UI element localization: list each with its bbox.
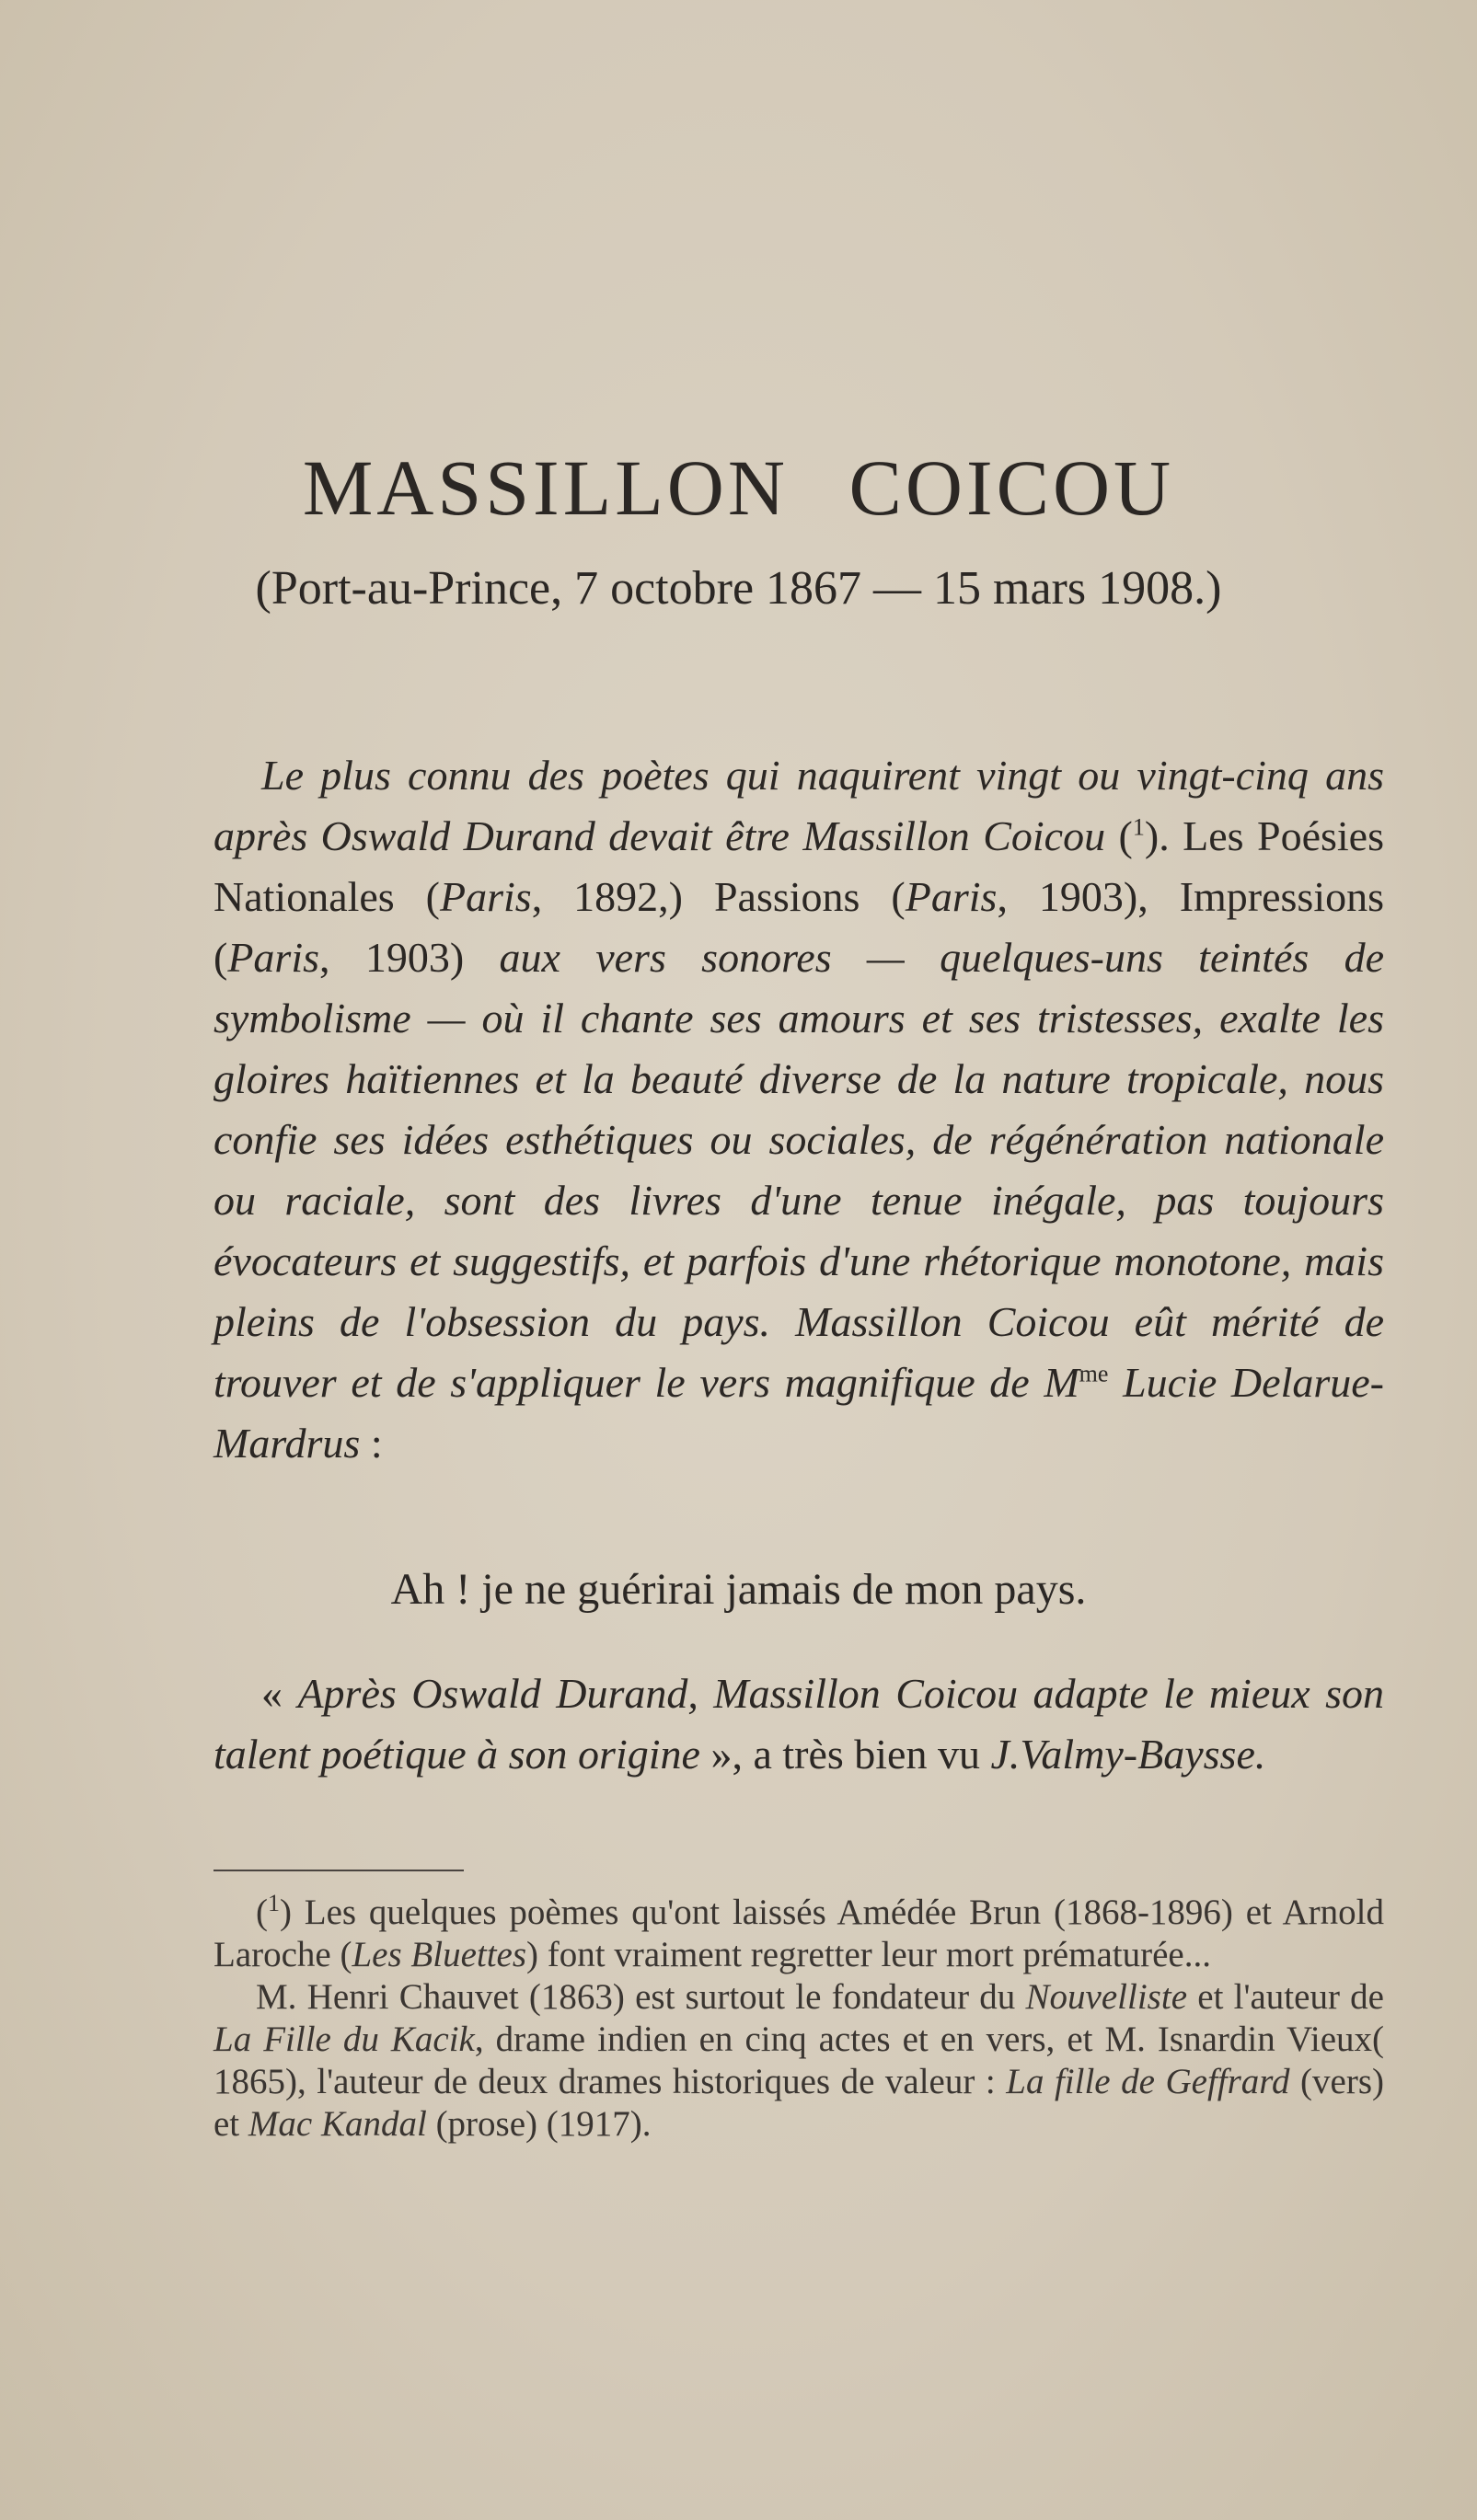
- critic-quote: [213, 1663, 1384, 1785]
- quote-close: », a très bien vu: [699, 1731, 991, 1778]
- footnote-ref: 1: [1132, 813, 1145, 841]
- page-title: MASSILLON COICOU: [302, 443, 1175, 532]
- intro-colon: :: [360, 1420, 383, 1467]
- intro-roman-a: . Les Poésies Nationales (: [213, 812, 1384, 920]
- intro-roman-d: , 1903): [319, 934, 500, 981]
- footnote-1-number: 1: [268, 1890, 280, 1916]
- footnote-2-italic-3: La fille de Geffrard: [1006, 2062, 1290, 2101]
- intro-italic-end: Lucie Delarue-Mardrus: [213, 1359, 1384, 1467]
- intro-roman-b: , 1892,) Passions (: [531, 873, 906, 920]
- footnote-1: ($^1$) Les quelques poèmes qu'ont laissés Amédée Brun (1868-1896) et Arnold Laroche (Les Bluettes) font vraiment regretter leur mort prématurée...: [213, 1890, 1384, 1974]
- footnote-2-text-b: et l'auteur de: [1187, 1977, 1384, 2017]
- dates-subtitle: (Port-au-Prince, 7 octobre 1867 — 15 mars 1908.): [255, 562, 1222, 615]
- quote-open: «: [261, 1670, 298, 1717]
- intro-paris-1: Paris: [440, 873, 532, 920]
- footnote-2-text-a: M. Henri Chauvet (1863) est surtout le fondateur du: [256, 1977, 1026, 2017]
- footnote-2-italic-4: Mac Kandal: [248, 2104, 427, 2144]
- intro-paris-3: Paris: [227, 934, 320, 981]
- footnote-2-text-c: , drame indien en cinq actes et en vers, et M. Isnardin Vieux( 1865), l'auteur de deux drames historiques de valeur :: [213, 2019, 1384, 2101]
- footnote-1-text-a: Les quelques poèmes qu'ont laissés Amédée Brun (1868-1896) et Arnold Laroche (: [213, 1893, 1384, 1974]
- footnote-divider: [213, 1870, 464, 1871]
- footnote-2: [213, 1976, 1384, 2146]
- quoted-verse: Ah ! je ne guérirai jamais de mon pays.: [390, 1565, 1087, 1614]
- footnote-1-italic: Les Bluettes: [352, 1935, 527, 1974]
- footnote-2-text-d: (vers) et: [213, 2062, 1385, 2144]
- intro-roman-c: , 1903), Impressions (: [213, 873, 1385, 981]
- intro-paragraph: Le plus connu des poètes qui naquirent vingt ou vingt-cinq ans après Oswald Durand devait être Massillon Coicou ($^1$). Les Poésies Nationales (Paris, 1892,) Passions (Paris, 1903), Impressions (Paris, 1903) aux vers sonores — quelques-uns teintés de symbolisme — où il chante ses amours et ses tristesses, exalte les gloires haïtiennes et la beauté diverse de la nature tropicale, nous confie ses idées esthétiques ou sociales, de régénération nationale ou raciale, sont des livres d'une tenue inégale, pas toujours évocateurs et suggestifs, et parfois d'une rhétorique monotone, mais pleins de l'obsession du pays. Massillon Coicou eût mérité de trouver et de s'appliquer le vers magnifique de $M^{me}$ Lucie Delarue-Mardrus :: [213, 752, 1385, 1467]
- intro-italic-lead: Le plus connu des poètes qui naquirent vingt ou vingt-cinq ans après Oswald Durand devait être Massillon Coicou: [213, 752, 1384, 859]
- intro-sup-me: me: [1079, 1360, 1109, 1387]
- quote-author: J.Valmy-Baysse.: [990, 1731, 1266, 1778]
- footnote-2-italic-1: Nouvelliste: [1025, 1977, 1188, 2017]
- intro-paris-2: Paris: [905, 873, 998, 920]
- quote-italic: Après Oswald Durand, Massillon Coicou adapte le mieux son talent poétique à son origine: [213, 1670, 1385, 1778]
- intro-italic-rest: aux vers sonores — quelques-uns teintés de symbolisme — où il chante ses amours et ses tristesses, exalte les gloires haïtiennes et la beauté diverse de la nature tropicale, nous confie ses idées esthétiques ou sociales, de régénération nationale ou raciale, sont des livres d'une tenue inégale, pas toujours évocateurs et suggestifs, et parfois d'une rhétorique monotone, mais pleins de l'obsession du pays. Massillon Coicou eût mérité de trouver et de s'appliquer le vers magnifique de M: [213, 934, 1384, 1406]
- footnotes: [213, 1892, 1384, 2146]
- footnote-2-italic-2: La Fille du Kacik: [213, 2019, 475, 2059]
- footnote-1-text-b: ) font vraiment regretter leur mort prématurée...: [526, 1935, 1211, 1974]
- footnote-2-text-e: (prose) (1917).: [426, 2104, 652, 2144]
